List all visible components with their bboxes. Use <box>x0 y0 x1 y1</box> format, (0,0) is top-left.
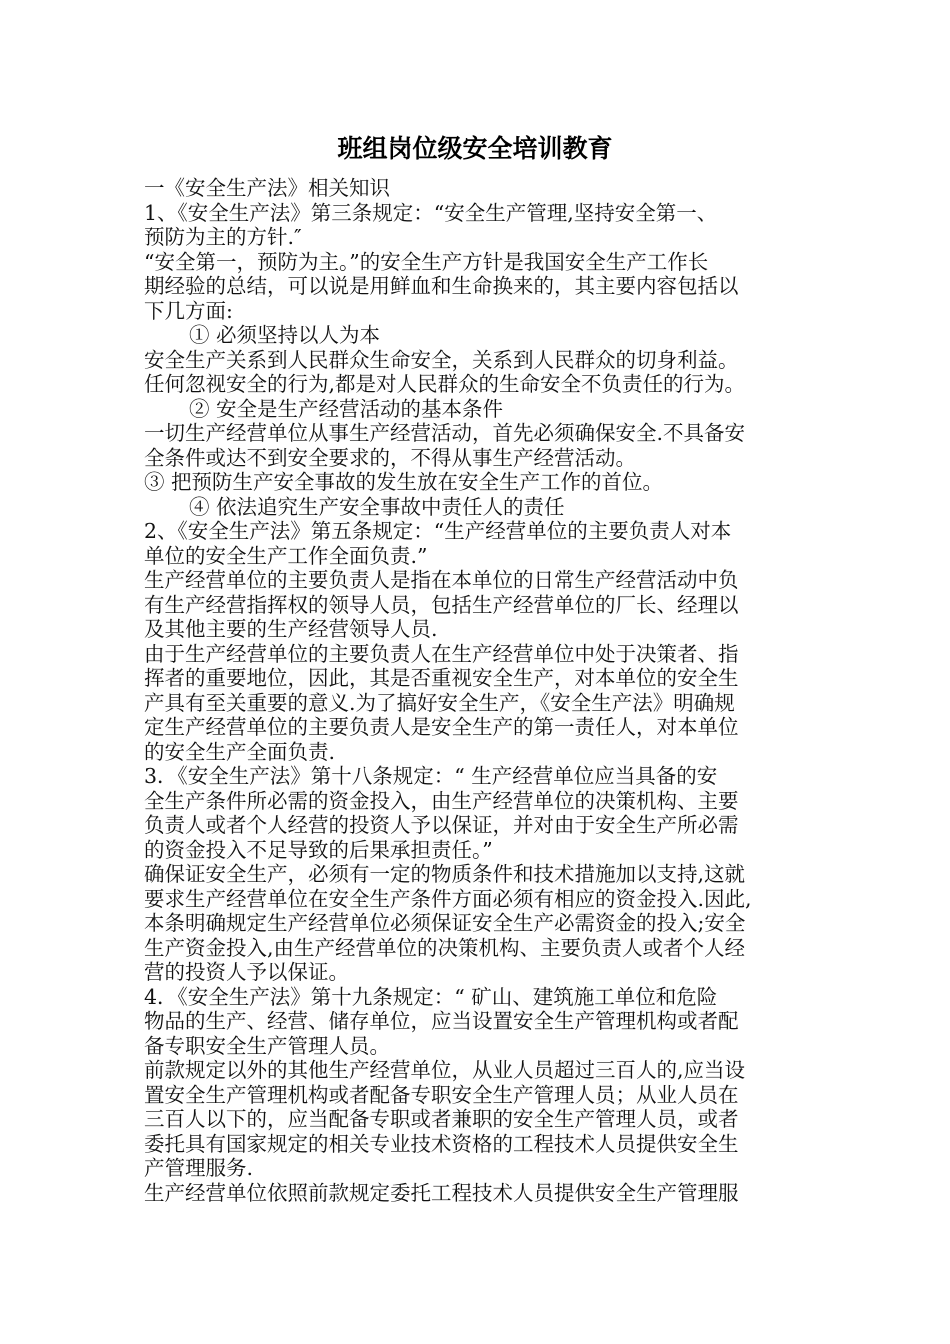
text-line: 的资金投入不足导致的后果承担责任。” <box>144 837 493 862</box>
text-line: 负责人或者个人经营的投资人予以保证，并对由于安全生产所必需 <box>144 813 739 837</box>
text-line: 1、《安全生产法》第三条规定：“安全生产管理,坚持安全第一、 <box>144 200 718 225</box>
text-line: 置安全生产管理机构或者配备专职安全生产管理人员；从业人员在 <box>144 1082 739 1107</box>
text-line: 要求生产经营单位在安全生产条件方面必须有相应的资金投入.因此, <box>144 886 752 911</box>
text-line: ④ 依法追究生产安全事故中责任人的责任 <box>189 494 565 519</box>
text-line: 一《安全生产法》相关知识 <box>144 176 390 200</box>
text-line: 安全生产关系到人民群众生命安全，关系到人民群众的切身利益。 <box>144 347 739 372</box>
text-line: 全条件或达不到安全要求的，不得从事生产经营活动。 <box>144 445 636 470</box>
text-line: 全生产条件所必需的资金投入，由生产经营单位的决策机构、主要 <box>144 788 739 813</box>
text-line: 生产经营单位依照前款规定委托工程技术人员提供安全生产管理服 <box>144 1180 739 1205</box>
text-line: 挥者的重要地位，因此，其是否重视安全生产，对本单位的安全生 <box>144 666 739 690</box>
text-line: 备专职安全生产管理人员。 <box>144 1033 390 1058</box>
text-line: 物品的生产、经营、储存单位，应当设置安全生产管理机构或者配 <box>144 1009 739 1033</box>
text-line: 委托具有国家规定的相关专业技术资格的工程技术人员提供安全生 <box>144 1131 739 1156</box>
text-line: 期经验的总结，可以说是用鲜血和生命换来的，其主要内容包括以 <box>144 274 739 298</box>
text-line: ③ 把预防生产安全事故的发生放在安全生产工作的首位。 <box>144 470 664 494</box>
text-line: 生产经营单位的主要负责人是指在本单位的日常生产经营活动中负 <box>144 568 739 592</box>
text-line: ② 安全是生产经营活动的基本条件 <box>189 396 504 421</box>
text-line: 单位的安全生产工作全面负责.” <box>144 543 428 568</box>
document-body <box>144 176 824 1205</box>
text-line: 本条明确规定生产经营单位必须保证安全生产必需资金的投入;安全 <box>144 911 746 935</box>
text-line: 的安全生产全面负责. <box>144 739 336 764</box>
text-line: 营的投资人予以保证。 <box>144 960 349 984</box>
text-line: 3．《安全生产法》第十八条规定：“ 生产经营单位应当具备的安 <box>144 764 718 788</box>
text-line: 由于生产经营单位的主要负责人在生产经营单位中处于决策者、指 <box>144 641 739 666</box>
text-line: ① 必须坚持以人为本 <box>189 323 381 347</box>
text-line: 预防为主的方针.″ <box>144 225 302 249</box>
text-line: 一切生产经营单位从事生产经营活动，首先必须确保安全.不具备安 <box>144 421 746 445</box>
text-line: 产具有至关重要的意义.为了搞好安全生产，《安全生产法》明确规 <box>144 690 735 715</box>
text-line: “安全第一，预防为主。”的安全生产方针是我国安全生产工作长 <box>144 249 709 274</box>
text-line: 4．《安全生产法》第十九条规定：“ 矿山、建筑施工单位和危险 <box>144 984 718 1009</box>
text-line: 确保证安全生产，必须有一定的物质条件和技术措施加以支持,这就 <box>144 862 746 886</box>
text-line: 及其他主要的生产经营领导人员. <box>144 617 438 641</box>
text-line: 三百人以下的，应当配备专职或者兼职的安全生产管理人员，或者 <box>144 1107 739 1131</box>
text-line: 产管理服务. <box>144 1156 254 1180</box>
text-line: 生产资金投入,由生产经营单位的决策机构、主要负责人或者个人经 <box>144 935 746 960</box>
document-title: 班组岗位级安全培训教育 <box>337 134 613 163</box>
text-line: 2、《安全生产法》第五条规定：“生产经营单位的主要负责人对本 <box>144 519 732 543</box>
text-line: 前款规定以外的其他生产经营单位，从业人员超过三百人的,应当设 <box>144 1058 746 1082</box>
text-line: 有生产经营指挥权的领导人员，包括生产经营单位的厂长、经理以 <box>144 592 739 617</box>
text-line: 下几方面: <box>144 298 233 323</box>
text-line: 任何忽视安全的行为,都是对人民群众的生命安全不负责任的行为。 <box>144 372 746 396</box>
text-line: 定生产经营单位的主要负责人是安全生产的第一责任人，对本单位 <box>144 715 739 739</box>
